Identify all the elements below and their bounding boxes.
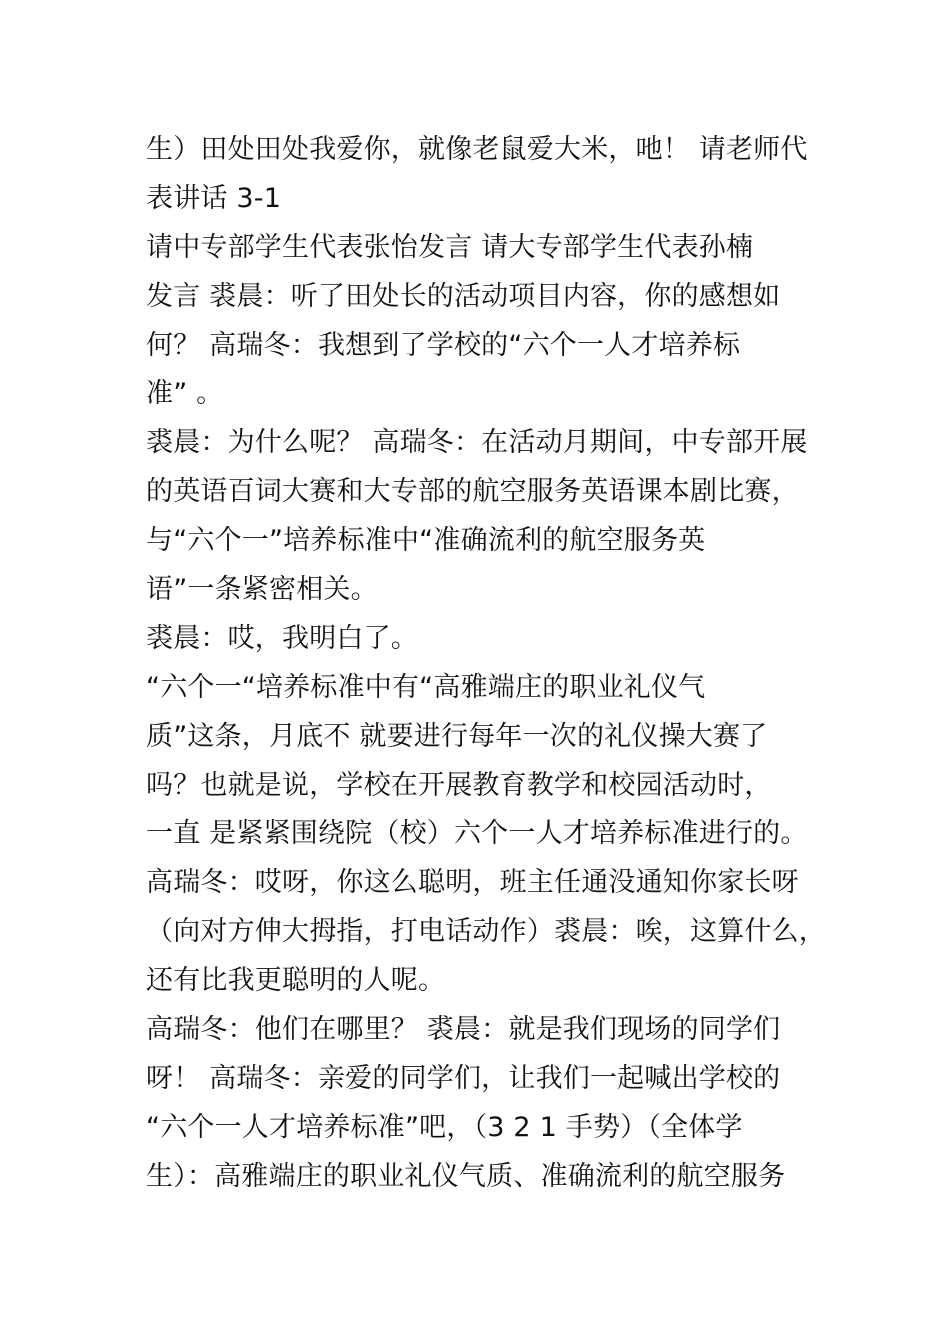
text-line: 生）：高雅端庄的职业礼仪气质、准确流利的航空服务 — [146, 1160, 786, 1192]
text-line: 高瑞冬：他们在哪里？ 裘晨：就是我们现场的同学们 — [146, 1014, 781, 1046]
text-line: 与“六个一”培养标准中“准确流利的航空服务英 — [146, 525, 706, 557]
text-line: 表讲话 3-1 — [146, 182, 282, 214]
text-line: 质”这条，月底不 就要进行每年一次的礼仪操大赛了 — [146, 720, 768, 752]
text-line: 语”一条紧密相关。 — [146, 574, 378, 606]
text-line: 裘晨：哎，我明白了。 — [146, 622, 418, 654]
text-line: 何？ 高瑞冬：我想到了学校的“六个一人才培养标 — [146, 329, 741, 361]
text-line: 呀！ 高瑞冬：亲爱的同学们，让我们一起喊出学校的 — [146, 1062, 781, 1094]
text-line: 生）田处田处我爱你，就像老鼠爱大米，吔！ 请老师代 — [146, 134, 808, 165]
text-line: （向对方伸大拇指，打电话动作）裘晨：唉，这算什么， — [146, 916, 826, 948]
text-line: 准” 。 — [146, 378, 224, 410]
text-line: 裘晨：为什么呢？ 高瑞冬：在活动月期间，中专部开展 — [146, 427, 808, 459]
text-line: 吗？也就是说，学校在开展教育教学和校园活动时， — [146, 769, 772, 801]
text-line: “六个一“培养标准中有“高雅端庄的职业礼仪气 — [146, 671, 706, 703]
text-line: 的英语百词大赛和大专部的航空服务英语课本剧比赛， — [146, 476, 799, 508]
text-line: 还有比我更聪明的人呢。 — [146, 965, 446, 997]
text-line: 一直 是紧紧围绕院（校）六个一人才培养标准进行的。 — [146, 818, 808, 850]
text-line: 高瑞冬：哎呀，你这么聪明，班主任通没通知你家长呀 — [146, 867, 799, 899]
text-line: “六个一人才培养标准”吧，（3 2 1 手势）（全体学 — [146, 1111, 743, 1143]
text-line: 发言 裘晨：听了田处长的活动项目内容，你的感想如 — [146, 280, 781, 312]
text-line: 请中专部学生代表张怡发言 请大专部学生代表孙楠 — [146, 231, 754, 263]
document-body — [146, 126, 836, 1202]
